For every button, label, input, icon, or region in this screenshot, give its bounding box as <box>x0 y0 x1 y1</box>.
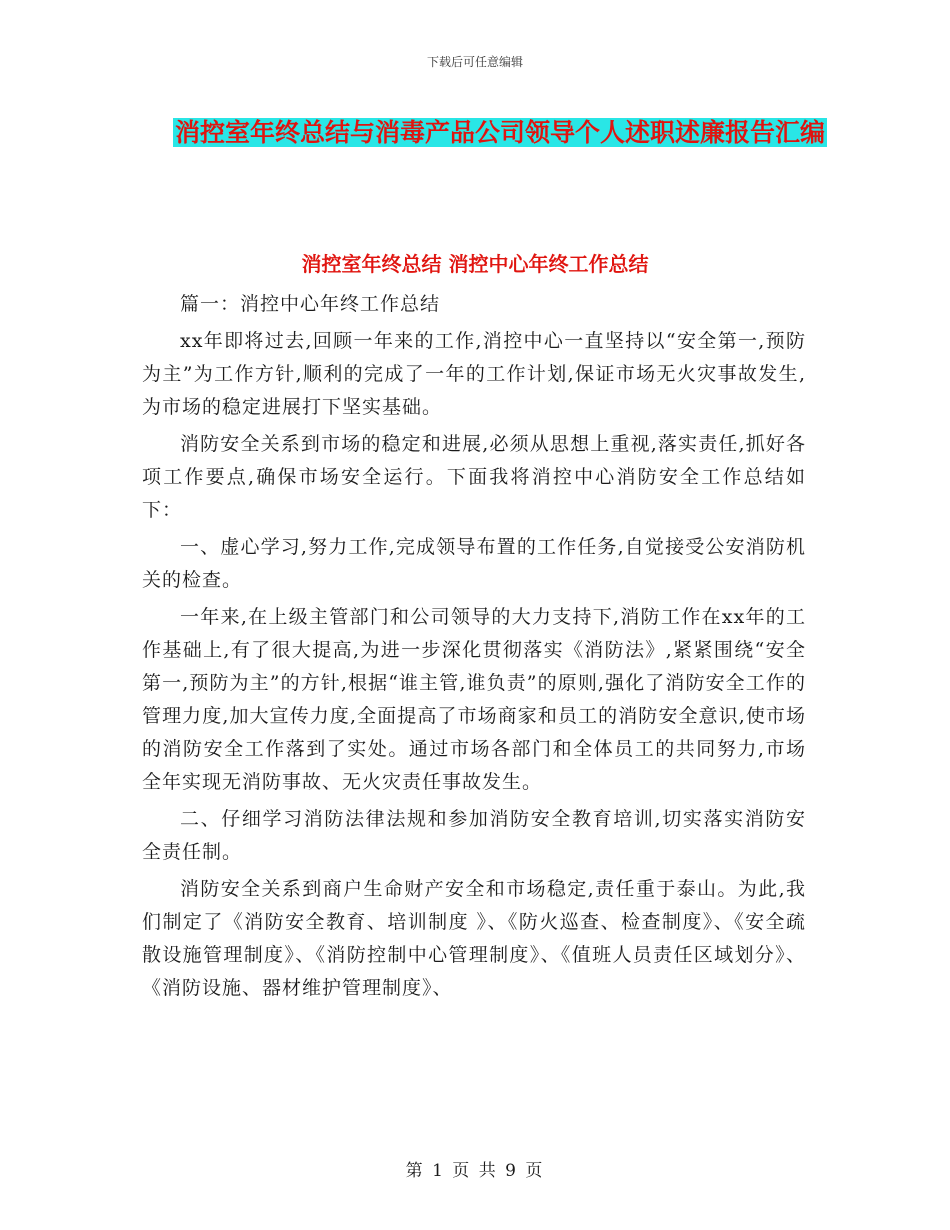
document-title <box>140 110 860 156</box>
paragraph: 一、虚心学习,努力工作,完成领导布置的工作任务,自觉接受公安消防机关的检查。 <box>142 536 806 591</box>
paragraph: 二、仔细学习消防法律法规和参加消防安全教育培训,切实落实消防安全责任制。 <box>142 808 806 863</box>
paragraph: xx年即将过去,回顾一年来的工作,消控中心一直坚持以“安全第一,预防为主”为工作方针,顺利的完成了一年的工作计划,保证市场无火灾事故发生,为市场的稳定进展打下坚实基础。 <box>142 330 806 418</box>
paragraph: 一年来,在上级主管部门和公司领导的大力支持下,消防工作在xx年的工作基础上,有了很大提高,为进一步深化贯彻落实《消防法》,紧紧围绕“安全第一,预防为主”的方针,根据“谁主管,谁负责”的原则,强化了消防安全工作的管理力度,加大宣传力度,全面提高了市场商家和员工的消防安全意识,使市场的消防安全工作落到了实处。通过市场各部门和全体员工的共同努力,市场全年实现无消防事故、无火灾责任事故发生。 <box>142 606 806 793</box>
document-body <box>142 288 806 1009</box>
paragraph: 消防安全关系到市场的稳定和进展,必须从思想上重视,落实责任,抓好各项工作要点,确保市场安全运行。下面我将消控中心消防安全工作总结如下： <box>142 433 806 521</box>
section-title: 消控室年终总结 消控中心年终工作总结 <box>301 252 649 276</box>
paragraph: 消防安全关系到商户生命财产安全和市场稳定,责任重于泰山。为此,我们制定了《消防安全教育、培训制度 》、《防火巡查、检查制度》、《安全疏散设施管理制度》、《消防控制中心管理制度》、《值班人员责任区域划分》、《消防设施、器材维护管理制度》、 <box>142 878 806 999</box>
page-footer: 第 1 页 共 9 页 <box>405 1161 545 1181</box>
document-title-text: 消控室年终总结与消毒产品公司领导个人述职述廉报告汇编 <box>174 118 825 147</box>
header-note: 下载后可任意编辑 <box>426 55 523 69</box>
paragraph: 篇一：消控中心年终工作总结 <box>180 293 441 315</box>
